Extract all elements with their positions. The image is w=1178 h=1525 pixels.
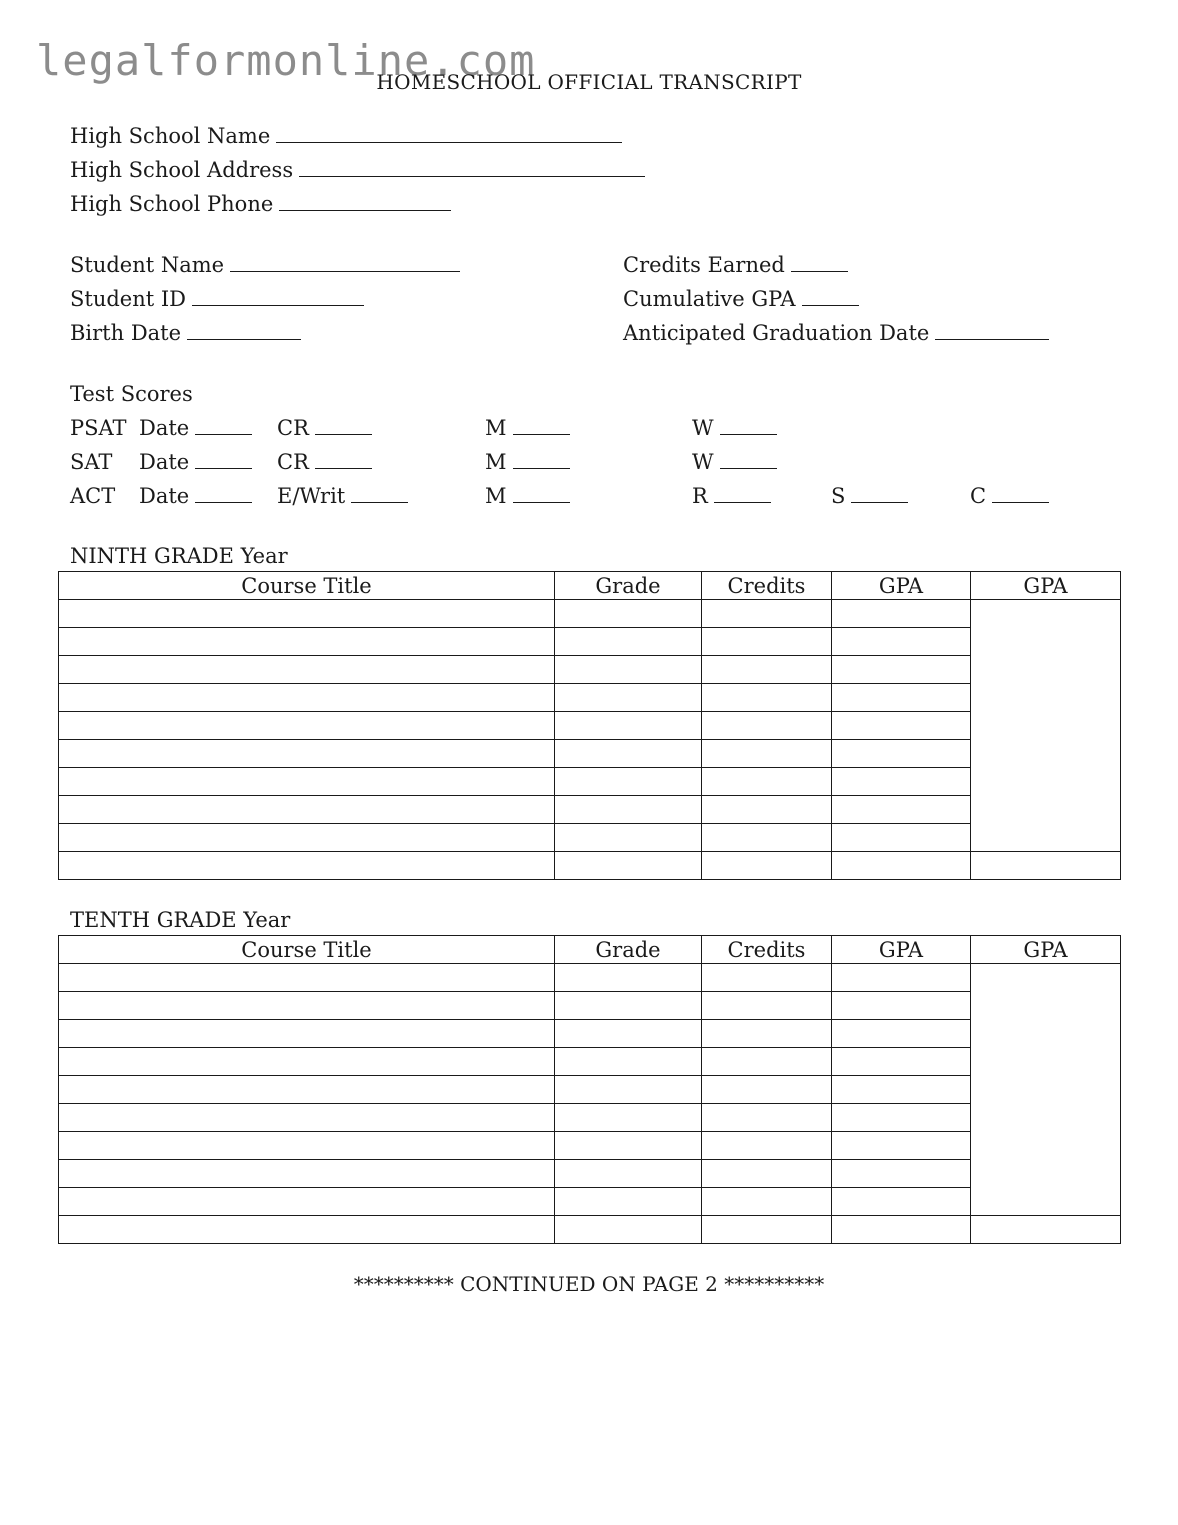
course-cell[interactable]	[59, 796, 555, 824]
graduation-date-label: Anticipated Graduation Date	[623, 321, 930, 345]
sat-date-field	[139, 450, 252, 474]
grade-cell[interactable]	[555, 964, 702, 992]
grade-cell[interactable]	[555, 852, 702, 880]
gpa-cell[interactable]	[832, 1020, 971, 1048]
act-ewrit-label: E/Writ	[277, 484, 346, 508]
sat-m-input-line[interactable]	[513, 450, 570, 469]
psat-cr-field	[277, 416, 372, 440]
blank-cell	[971, 1188, 1121, 1216]
course-cell[interactable]	[59, 1076, 555, 1104]
credits-cell[interactable]	[702, 796, 832, 824]
credits-cell[interactable]	[702, 740, 832, 768]
sat-m-field	[485, 450, 570, 474]
psat-cr-label: CR	[277, 416, 309, 440]
grade-cell[interactable]	[555, 796, 702, 824]
credits-cell[interactable]	[702, 1132, 832, 1160]
course-cell[interactable]	[59, 1048, 555, 1076]
blank-cell	[971, 740, 1121, 768]
act-m-field	[485, 484, 570, 508]
grade-cell[interactable]	[555, 1076, 702, 1104]
sat-date-label: Date	[139, 450, 190, 474]
gpa-cell[interactable]	[832, 1048, 971, 1076]
act-m-label: M	[485, 484, 507, 508]
credits-earned-field	[623, 253, 848, 277]
grade-cell[interactable]	[555, 740, 702, 768]
gpa-cell[interactable]	[832, 1216, 971, 1244]
school-name-input-line[interactable]	[276, 124, 622, 143]
gpa-cell[interactable]	[832, 1132, 971, 1160]
act-c-input-line[interactable]	[992, 484, 1049, 503]
cumulative-gpa-input-line[interactable]	[802, 287, 859, 306]
student-name-field	[70, 253, 460, 277]
gpa-cell[interactable]	[832, 964, 971, 992]
table-row	[59, 852, 1121, 880]
credits-cell[interactable]	[702, 1104, 832, 1132]
course-cell[interactable]	[59, 600, 555, 628]
table-row	[59, 656, 1121, 684]
school-name-field	[70, 124, 622, 148]
table-row	[59, 1104, 1121, 1132]
school-phone-input-line[interactable]	[279, 192, 451, 211]
credits-cell[interactable]	[702, 964, 832, 992]
grade-cell[interactable]	[555, 1132, 702, 1160]
act-s-label: S	[831, 484, 846, 508]
school-phone-field	[70, 192, 451, 216]
grade-cell[interactable]	[555, 824, 702, 852]
blank-cell	[971, 768, 1121, 796]
school-address-field	[70, 158, 645, 182]
gpa-cell[interactable]	[832, 600, 971, 628]
table-row	[59, 740, 1121, 768]
cumulative-gpa-label: Cumulative GPA	[623, 287, 796, 311]
sat-m-label: M	[485, 450, 507, 474]
credits-cell[interactable]	[702, 1076, 832, 1104]
column-header-gpa-total: GPA	[971, 572, 1121, 600]
credits-cell[interactable]	[702, 684, 832, 712]
tenth-grade-table	[58, 935, 1121, 1244]
table-row	[59, 628, 1121, 656]
grade-cell[interactable]	[555, 768, 702, 796]
psat-cr-input-line[interactable]	[315, 416, 372, 435]
act-c-field	[970, 484, 1049, 508]
course-cell[interactable]	[59, 712, 555, 740]
grade-cell[interactable]	[555, 684, 702, 712]
grade-cell[interactable]	[555, 656, 702, 684]
sat-w-label: W	[692, 450, 714, 474]
grade-cell[interactable]	[555, 600, 702, 628]
blank-cell	[971, 712, 1121, 740]
blank-cell	[971, 1048, 1121, 1076]
course-cell[interactable]	[59, 1160, 555, 1188]
grade-cell[interactable]	[555, 1216, 702, 1244]
act-date-label: Date	[139, 484, 190, 508]
birth-date-field	[70, 321, 301, 345]
credits-cell[interactable]	[702, 1048, 832, 1076]
credits-cell[interactable]	[702, 712, 832, 740]
table-row	[59, 1216, 1121, 1244]
sat-w-field	[692, 450, 777, 474]
grade-cell[interactable]	[555, 1160, 702, 1188]
table-row	[59, 1048, 1121, 1076]
credits-cell[interactable]	[702, 1020, 832, 1048]
gpa-cell[interactable]	[832, 852, 971, 880]
blank-cell	[971, 600, 1121, 628]
school-address-input-line[interactable]	[299, 158, 645, 177]
course-cell[interactable]	[59, 824, 555, 852]
tenth-grade-heading: TENTH GRADE Year	[70, 908, 291, 932]
psat-label: PSAT	[70, 416, 127, 440]
graduation-date-input-line[interactable]	[935, 321, 1049, 340]
psat-m-input-line[interactable]	[513, 416, 570, 435]
gpa-cell[interactable]	[832, 796, 971, 824]
grade-cell[interactable]	[555, 1020, 702, 1048]
gpa-cell[interactable]	[832, 628, 971, 656]
credits-earned-label: Credits Earned	[623, 253, 785, 277]
sat-cr-field	[277, 450, 372, 474]
table-row	[59, 684, 1121, 712]
course-cell[interactable]	[59, 684, 555, 712]
psat-date-input-line[interactable]	[195, 416, 252, 435]
table-header-row	[59, 572, 1121, 600]
column-header-course-title: Course Title	[59, 572, 555, 600]
blank-cell	[971, 796, 1121, 824]
blank-cell	[971, 824, 1121, 852]
page-title: HOMESCHOOL OFFICIAL TRANSCRIPT	[376, 70, 802, 94]
gpa-cell[interactable]	[832, 684, 971, 712]
gpa-cell[interactable]	[832, 1076, 971, 1104]
credits-cell[interactable]	[702, 992, 832, 1020]
credits-cell[interactable]	[702, 768, 832, 796]
psat-w-input-line[interactable]	[720, 416, 777, 435]
grade-cell[interactable]	[555, 628, 702, 656]
psat-w-label: W	[692, 416, 714, 440]
act-ewrit-field	[277, 484, 408, 508]
table-row	[59, 768, 1121, 796]
birth-date-input-line[interactable]	[187, 321, 301, 340]
act-ewrit-input-line[interactable]	[351, 484, 408, 503]
birth-date-label: Birth Date	[70, 321, 182, 345]
grade-cell[interactable]	[555, 1104, 702, 1132]
blank-cell	[971, 1104, 1121, 1132]
psat-m-field	[485, 416, 570, 440]
credits-cell[interactable]	[702, 656, 832, 684]
table-row	[59, 600, 1121, 628]
course-cell[interactable]	[59, 1132, 555, 1160]
table-row	[59, 964, 1121, 992]
ninth-grade-heading: NINTH GRADE Year	[70, 544, 288, 568]
cumulative-gpa-field	[623, 287, 859, 311]
act-m-input-line[interactable]	[513, 484, 570, 503]
grade-cell[interactable]	[555, 992, 702, 1020]
school-phone-label: High School Phone	[70, 192, 274, 216]
table-row	[59, 1020, 1121, 1048]
grade-cell[interactable]	[555, 1188, 702, 1216]
table-header-row	[59, 936, 1121, 964]
table-row	[59, 712, 1121, 740]
table-row	[59, 1132, 1121, 1160]
school-address-label: High School Address	[70, 158, 294, 182]
act-date-input-line[interactable]	[195, 484, 252, 503]
test-scores-heading: Test Scores	[70, 382, 193, 406]
year-gpa-cell[interactable]	[971, 852, 1121, 880]
course-cell[interactable]	[59, 964, 555, 992]
student-name-input-line[interactable]	[230, 253, 460, 272]
course-cell[interactable]	[59, 1216, 555, 1244]
credits-cell[interactable]	[702, 628, 832, 656]
course-cell[interactable]	[59, 852, 555, 880]
column-header-gpa-total: GPA	[971, 936, 1121, 964]
credits-cell[interactable]	[702, 1216, 832, 1244]
student-id-label: Student ID	[70, 287, 186, 311]
sat-w-input-line[interactable]	[720, 450, 777, 469]
gpa-cell[interactable]	[832, 1188, 971, 1216]
course-cell[interactable]	[59, 628, 555, 656]
blank-cell	[971, 684, 1121, 712]
table-row	[59, 992, 1121, 1020]
credits-cell[interactable]	[702, 600, 832, 628]
course-cell[interactable]	[59, 1020, 555, 1048]
psat-w-field	[692, 416, 777, 440]
psat-date-label: Date	[139, 416, 190, 440]
column-header-grade: Grade	[555, 572, 702, 600]
student-name-label: Student Name	[70, 253, 225, 277]
column-header-gpa: GPA	[832, 572, 971, 600]
act-r-label: R	[692, 484, 708, 508]
act-s-field	[831, 484, 908, 508]
act-r-field	[692, 484, 771, 508]
blank-cell	[971, 1020, 1121, 1048]
watermark-logo: legalformonline.com	[36, 36, 536, 85]
act-date-field	[139, 484, 252, 508]
gpa-cell[interactable]	[832, 768, 971, 796]
blank-cell	[971, 1132, 1121, 1160]
student-id-input-line[interactable]	[192, 287, 364, 306]
table-row	[59, 1188, 1121, 1216]
column-header-course-title: Course Title	[59, 936, 555, 964]
table-row	[59, 796, 1121, 824]
blank-cell	[971, 656, 1121, 684]
course-cell[interactable]	[59, 656, 555, 684]
blank-cell	[971, 964, 1121, 992]
course-cell[interactable]	[59, 1104, 555, 1132]
student-id-field	[70, 287, 364, 311]
table-row	[59, 1160, 1121, 1188]
sat-cr-input-line[interactable]	[315, 450, 372, 469]
sat-date-input-line[interactable]	[195, 450, 252, 469]
credits-cell[interactable]	[702, 852, 832, 880]
blank-cell	[971, 992, 1121, 1020]
credits-cell[interactable]	[702, 1188, 832, 1216]
table-row	[59, 824, 1121, 852]
psat-m-label: M	[485, 416, 507, 440]
continued-note: ********** CONTINUED ON PAGE 2 **********	[353, 1272, 825, 1296]
gpa-cell[interactable]	[832, 1160, 971, 1188]
column-header-grade: Grade	[555, 936, 702, 964]
column-header-credits: Credits	[702, 936, 832, 964]
grade-cell[interactable]	[555, 712, 702, 740]
school-name-label: High School Name	[70, 124, 271, 148]
act-label: ACT	[70, 484, 116, 508]
table-row	[59, 1076, 1121, 1104]
course-cell[interactable]	[59, 740, 555, 768]
act-c-label: C	[970, 484, 987, 508]
gpa-cell[interactable]	[832, 712, 971, 740]
credits-earned-input-line[interactable]	[791, 253, 848, 272]
psat-date-field	[139, 416, 252, 440]
blank-cell	[971, 1076, 1121, 1104]
course-cell[interactable]	[59, 768, 555, 796]
credits-cell[interactable]	[702, 1160, 832, 1188]
act-s-input-line[interactable]	[851, 484, 908, 503]
column-header-gpa: GPA	[832, 936, 971, 964]
gpa-cell[interactable]	[832, 1104, 971, 1132]
course-cell[interactable]	[59, 992, 555, 1020]
course-cell[interactable]	[59, 1188, 555, 1216]
gpa-cell[interactable]	[832, 824, 971, 852]
gpa-cell[interactable]	[832, 656, 971, 684]
sat-label: SAT	[70, 450, 113, 474]
graduation-date-field	[623, 321, 1049, 345]
act-r-input-line[interactable]	[714, 484, 771, 503]
column-header-credits: Credits	[702, 572, 832, 600]
blank-cell	[971, 628, 1121, 656]
ninth-grade-table	[58, 571, 1121, 880]
blank-cell	[971, 1160, 1121, 1188]
gpa-cell[interactable]	[832, 740, 971, 768]
gpa-cell[interactable]	[832, 992, 971, 1020]
sat-cr-label: CR	[277, 450, 309, 474]
grade-cell[interactable]	[555, 1048, 702, 1076]
credits-cell[interactable]	[702, 824, 832, 852]
year-gpa-cell[interactable]	[971, 1216, 1121, 1244]
